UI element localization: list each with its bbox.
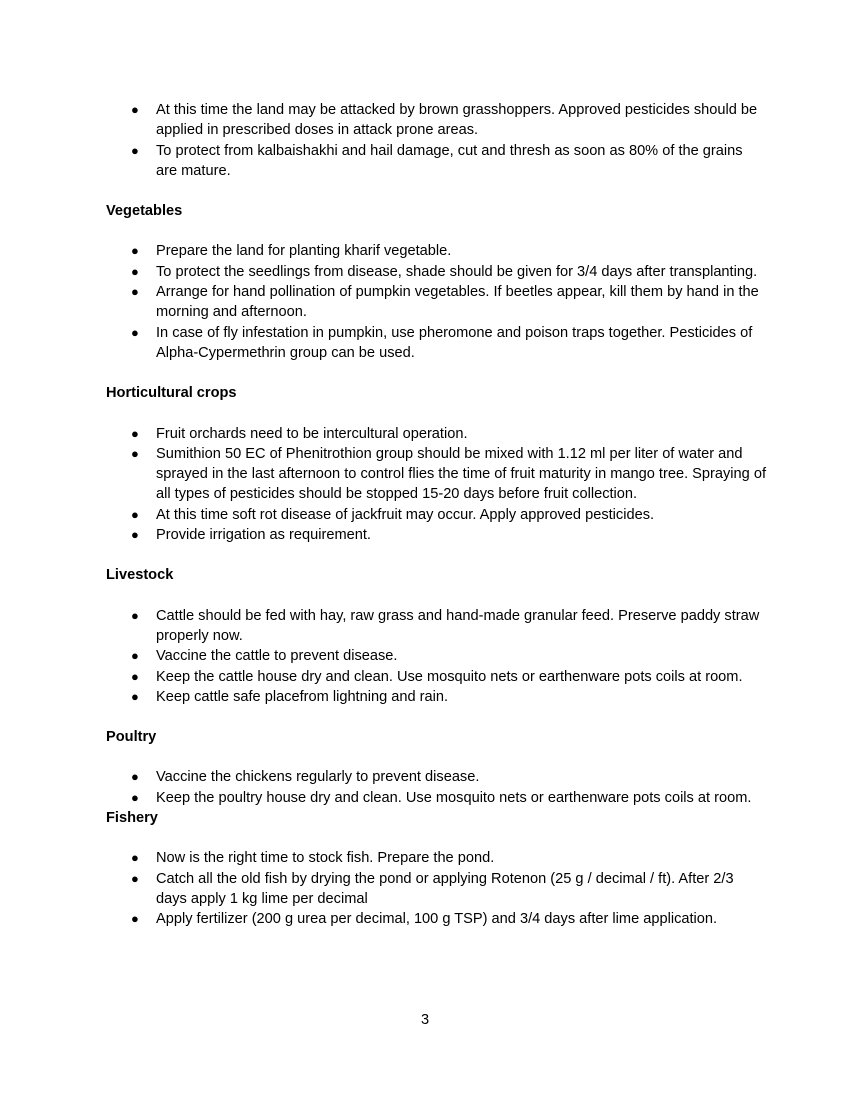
list-item-text: Sumithion 50 EC of Phenitrothion group should be mixed with 1.12 ml per liter of water and sprayed in the last afternoon to control flies the time of fruit maturity in mango tree. Spraying of all types of pesticides should be stopped 15-20 days before fruit collection. xyxy=(156,445,767,503)
list-item xyxy=(106,646,766,666)
list-item xyxy=(106,505,766,525)
bullet-icon: ● xyxy=(131,911,139,927)
bullet-icon: ● xyxy=(131,688,139,704)
list-item xyxy=(106,424,766,444)
section-heading-horticultural: Horticultural crops xyxy=(106,385,237,402)
bullet-icon: ● xyxy=(131,284,139,300)
list-item-text: Now is the right time to stock fish. Prepare the pond. xyxy=(156,850,495,867)
list-item xyxy=(106,100,766,141)
bullet-icon: ● xyxy=(131,506,139,522)
bullet-icon: ● xyxy=(131,769,139,785)
page-content xyxy=(106,100,766,930)
list-item xyxy=(106,909,766,929)
bullet-icon: ● xyxy=(131,850,139,866)
horticultural-list xyxy=(106,424,766,546)
bullet-icon: ● xyxy=(131,263,139,279)
bullet-icon: ● xyxy=(131,102,139,117)
list-item xyxy=(106,767,766,787)
list-item xyxy=(106,525,766,545)
list-item xyxy=(106,667,766,687)
list-item-text: Vaccine the chickens regularly to prevent disease. xyxy=(156,769,480,786)
bullet-icon: ● xyxy=(131,445,139,461)
bullet-icon: ● xyxy=(131,425,139,441)
list-item-text: In case of fly infestation in pumpkin, use pheromone and poison traps together. Pesticides of Alpha-Cypermethrin group can be used. xyxy=(156,324,753,361)
list-item xyxy=(106,282,766,323)
list-item-text: Keep cattle safe placefrom lightning and rain. xyxy=(156,688,449,705)
bullet-icon: ● xyxy=(131,527,139,543)
list-item-text: To protect the seedlings from disease, shade should be given for 3/4 days after transplanting. xyxy=(156,263,758,280)
list-item-text: At this time soft rot disease of jackfruit may occur. Apply approved pesticides. xyxy=(156,506,655,523)
list-item-text: Apply fertilizer (200 g urea per decimal, 100 g TSP) and 3/4 days after lime application. xyxy=(156,911,718,928)
bullet-icon: ● xyxy=(131,324,139,340)
list-item xyxy=(106,687,766,707)
bullet-icon: ● xyxy=(131,243,139,259)
list-item xyxy=(106,323,766,364)
bullet-icon: ● xyxy=(131,789,139,805)
bullet-icon: ● xyxy=(131,142,139,158)
list-item xyxy=(106,262,766,282)
list-item xyxy=(106,141,766,182)
list-item-text: To protect from kalbaishakhi and hail damage, cut and thresh as soon as 80% of the grains are mature. xyxy=(156,142,743,179)
bullet-icon: ● xyxy=(131,668,139,684)
list-item-text: Vaccine the cattle to prevent disease. xyxy=(156,648,398,665)
section-heading-fishery: Fishery xyxy=(106,810,158,827)
list-item xyxy=(106,848,766,868)
page-number: 3 xyxy=(420,1012,430,1028)
list-item xyxy=(106,869,766,910)
list-item xyxy=(106,241,766,261)
list-item xyxy=(106,606,766,647)
section-heading-vegetables: Vegetables xyxy=(106,203,183,220)
list-item-text: At this time the land may be attacked by brown grasshoppers. Approved pesticides should be applied in prescribed doses in attack prone areas. xyxy=(156,102,758,139)
bullet-icon: ● xyxy=(131,648,139,664)
list-item xyxy=(106,444,766,505)
vegetables-list xyxy=(106,241,766,363)
fishery-list xyxy=(106,848,766,929)
livestock-list xyxy=(106,606,766,707)
intro-list xyxy=(106,100,766,181)
list-item xyxy=(106,788,766,808)
list-item-text: Arrange for hand pollination of pumpkin vegetables. If beetles appear, kill them by hand in the morning and afternoon. xyxy=(156,284,759,321)
list-item-text: Keep the cattle house dry and clean. Use mosquito nets or earthenware pots coils at room. xyxy=(156,668,743,685)
list-item-text: Fruit orchards need to be intercultural operation. xyxy=(156,425,468,442)
section-heading-livestock: Livestock xyxy=(106,567,174,584)
list-item-text: Cattle should be fed with hay, raw grass and hand-made granular feed. Preserve paddy straw properly now. xyxy=(156,607,760,644)
list-item-text: Keep the poultry house dry and clean. Use mosquito nets or earthenware pots coils at room. xyxy=(156,789,752,806)
section-heading-poultry: Poultry xyxy=(106,729,157,746)
list-item-text: Provide irrigation as requirement. xyxy=(156,527,371,544)
poultry-list xyxy=(106,767,766,808)
bullet-icon: ● xyxy=(131,607,139,623)
bullet-icon: ● xyxy=(131,870,139,886)
list-item-text: Catch all the old fish by drying the pond or applying Rotenon (25 g / decimal / ft). After 2/3 days apply 1 kg lime per decimal xyxy=(156,870,734,907)
list-item-text: Prepare the land for planting kharif vegetable. xyxy=(156,243,452,260)
